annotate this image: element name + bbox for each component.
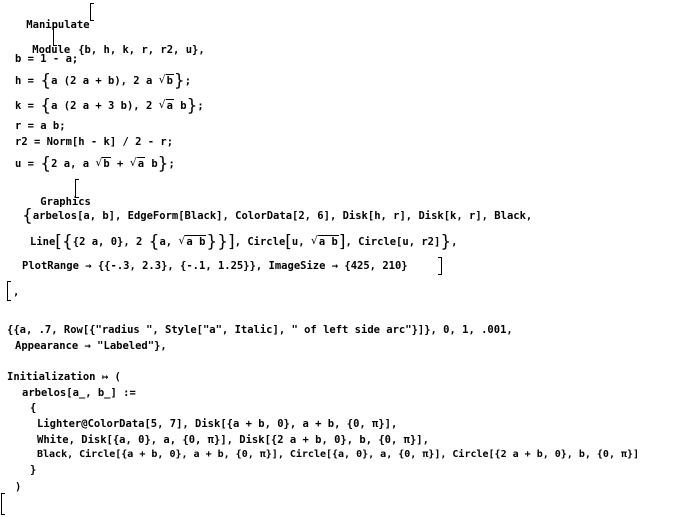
code-token: } (206, 232, 218, 252)
manipulate-open-bracket (90, 3, 94, 21)
sqrt-expr (178, 235, 206, 249)
code-line-u (15, 154, 175, 174)
code-token: {2 a, 0}, 2 (72, 236, 149, 248)
code-line-white-disks: White, Disk[{a, 0}, a, {0, π}], Disk[{2 a + b, 0}, b, {0, π}], (37, 434, 429, 446)
code-token: { (22, 206, 33, 226)
code-token: a (2 a + b), 2 a (51, 75, 159, 87)
manipulate-close-bracket (1, 493, 5, 515)
code-token: Line (30, 236, 56, 248)
code-token: { (40, 71, 52, 91)
code-line-close-paren: ) (15, 481, 22, 493)
code-token: k = (15, 100, 41, 112)
code-line-open-brace: { (30, 402, 37, 414)
code-token: a b (186, 236, 206, 248)
code-line-h (15, 71, 192, 91)
code-line-r: r = a b; (15, 120, 66, 132)
code-line-plotrange (22, 259, 408, 273)
code-token: ; (197, 100, 204, 112)
code-token: { (148, 232, 160, 252)
code-line-close-brace: } (30, 464, 37, 476)
graphics-close-bracket (438, 257, 442, 275)
code-line-r2: r2 = Norm[h - k] / 2 - r; (15, 136, 174, 148)
code-token: } (157, 154, 169, 174)
code-token: , (451, 236, 458, 248)
code-line-initialization: Initialization ↦ ( (7, 371, 121, 383)
sqrt-expr (130, 157, 145, 171)
code-token: b (145, 158, 158, 170)
code-token: } (186, 96, 198, 116)
code-token: a (2 a + 3 b), 2 (51, 100, 159, 112)
code-token: ] (228, 232, 235, 252)
code-token: [ (55, 232, 62, 252)
code-line-line-circle (30, 232, 458, 252)
code-line-appearance: Appearance → "Labeled"}, (15, 340, 167, 352)
code-token: , Circle[u, r2] (345, 236, 441, 248)
sqrt-a (159, 99, 174, 113)
code-line-k (15, 96, 204, 116)
code-token: ; (184, 75, 192, 87)
code-token: } (217, 232, 229, 252)
code-token: ] (338, 232, 346, 252)
graphics-keyword: Graphics (40, 196, 91, 208)
code-token: ; (168, 158, 175, 170)
module-close-bracket (7, 281, 11, 301)
code-token: { (40, 154, 52, 174)
code-token: arbelos[a, b], EdgeForm[Black], ColorData[2, 6], Disk[h, r], Disk[k, r], Black, (32, 210, 533, 222)
code-token: , Circle (234, 236, 286, 248)
code-token: b (103, 158, 110, 170)
code-line-b: b = 1 - a; (15, 53, 79, 65)
code-token: [ (285, 232, 292, 252)
manipulate-keyword: Manipulate (26, 19, 90, 31)
code-token: h = (15, 75, 41, 87)
code-line-lighter-disk: Lighter@ColorData[5, 7], Disk[{a + b, 0}, a + b, {0, π}], (37, 418, 398, 430)
code-token: { (40, 96, 52, 116)
module-keyword: Module (32, 44, 71, 56)
module-trailing-comma: , (13, 286, 20, 298)
code-token: { (61, 232, 73, 252)
sqrt-expr (311, 235, 339, 249)
sqrt-b (159, 74, 174, 88)
code-token: a, (159, 236, 179, 248)
graphics-open-bracket (75, 179, 79, 198)
code-token: } (173, 71, 185, 91)
code-line-black-circles: Black, Circle[{a + b, 0}, a + b, {0, π}], Circle[{a, 0}, a, {0, π}], Circle[{2 a + b, 0}, b, {0, π}] (37, 449, 640, 460)
code-token: a (137, 158, 145, 170)
code-token: a b (318, 236, 338, 248)
code-token: + (110, 158, 130, 170)
sqrt-expr (95, 157, 110, 171)
code-token: a (166, 100, 173, 112)
code-token: PlotRange → {{-.3, 2.3}, {-.1, 1.25}}, ImageSize → {425, 210} (22, 260, 408, 272)
code-line-graphics-list (22, 206, 533, 226)
code-token: 2 a, a (51, 158, 96, 170)
code-token: b (166, 75, 173, 87)
code-token: } (440, 232, 452, 252)
module-vars: {b, h, k, r, r2, u}, (78, 44, 205, 56)
code-token: u = (15, 158, 41, 170)
code-line-arbelos-def: arbelos[a_, b_] := (22, 387, 136, 399)
code-token: b (173, 100, 187, 112)
module-open-bracket (53, 27, 57, 46)
code-line-control-spec: {{a, .7, Row[{"radius ", Style["a", Italic], " of left side arc"}]}, 0, 1, .001, (7, 324, 513, 336)
code-token: u, (291, 236, 311, 248)
